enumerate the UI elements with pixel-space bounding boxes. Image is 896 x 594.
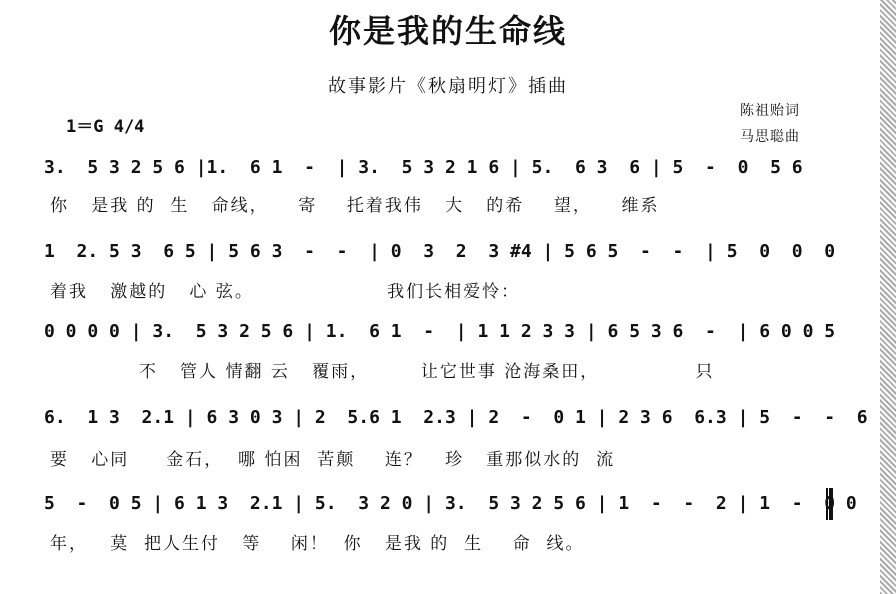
lyrics-line-2: 着我 激越的 心 弦。 我们长相爱怜： [50,282,521,302]
notation-line-2: 1 2. 5 3 6 5 | 5 6 3 - - | 0 3 2 3 #4 | 5 6 5 - - | 5 0 0 0 [44,241,836,262]
song-subtitle: 故事影片《秋扇明灯》插曲 [328,76,568,97]
lyrics-line-3: 不 管人 情翻 云 覆雨， 让它世事 沧海桑田， 只 [50,362,715,382]
notation-line-1: 3. 5 3 2 5 6 |1. 6 1 - | 3. 5 3 2 1 6 | 5. 6 3 6 | 5 - 0 5 6 [44,157,803,178]
lyrics-line-4: 要 心同 金石， 哪 怕困 苦颠 连？ 珍 重那似水的 流 [50,450,616,470]
song-title: 你是我的生命线 [328,12,567,50]
composer-credit: 马思聪曲 [740,129,800,145]
final-barline [826,488,833,520]
lyrics-line-5: 年， 莫 把人生付 等 闲！ 你 是我 的 生 命 线。 [50,534,585,554]
notation-line-3: 0 0 0 0 | 3. 5 3 2 5 6 | 1. 6 1 - | 1 1 2 3 3 | 6 5 3 6 - | 6 0 0 5 [44,321,836,342]
notation-line-5: 5 - 0 5 | 6 1 3 2.1 | 5. 3 2 0 | 3. 5 3 2 5 6 | 1 - - 2 | 1 - 0 0 [44,493,857,514]
notation-line-4: 6. 1 3 2.1 | 6 3 0 3 | 2 5.6 1 2.3 | 2 - 0 1 | 2 3 6 6.3 | 5 - - 6 [44,407,868,428]
scan-edge-pattern [880,0,896,594]
lyrics-line-1: 你 是我 的 生 命线， 寄 托着我伟 大 的希 望， 维系 [50,196,660,216]
key-signature: 1＝G 4/4 [66,117,145,137]
lyricist-credit: 陈祖贻词 [740,103,800,119]
